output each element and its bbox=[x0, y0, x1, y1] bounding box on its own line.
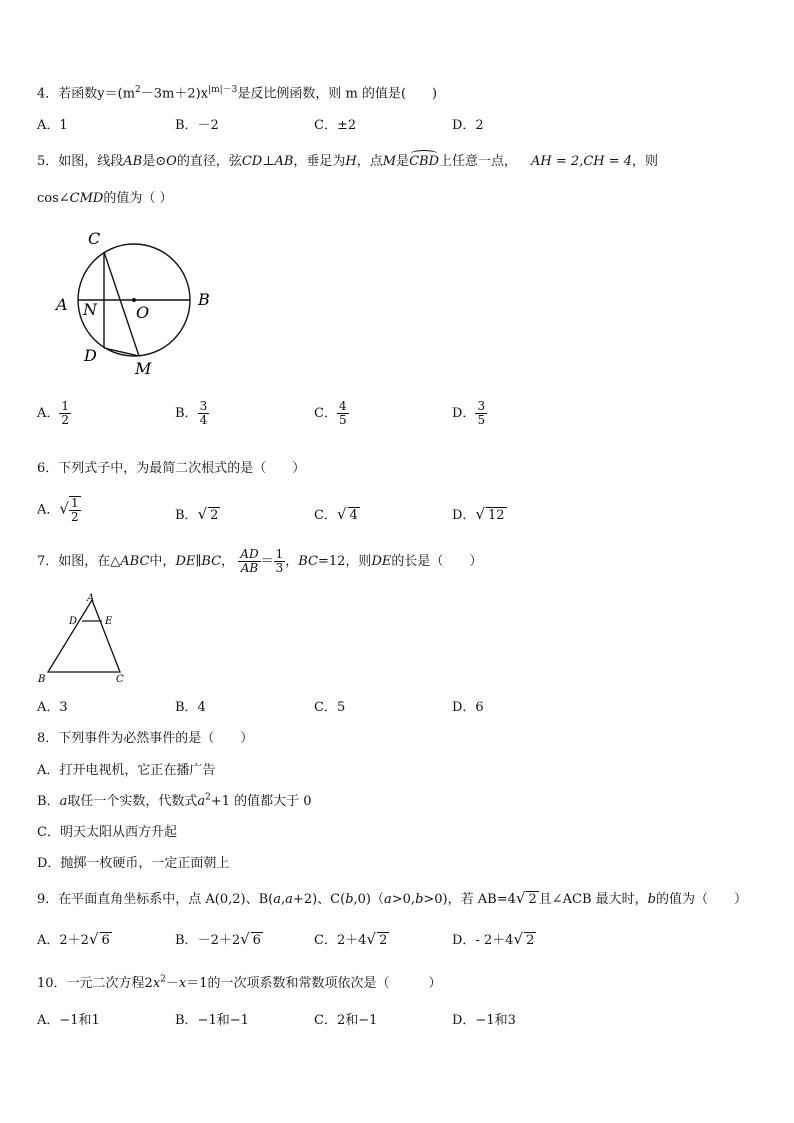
q5-option-a[interactable] bbox=[37, 400, 71, 427]
q8-option-a[interactable]: A．打开电视机，它正在播广告 bbox=[37, 763, 216, 778]
label-b: B bbox=[198, 290, 210, 309]
label-o: O bbox=[136, 303, 150, 322]
radical-icon: √ bbox=[59, 499, 69, 518]
radical-icon: √ bbox=[513, 930, 524, 948]
q7-equals: ＝ bbox=[260, 554, 274, 570]
q8-b-mid: 取任一个实数，代数式 bbox=[67, 794, 198, 809]
q7-ratio-den: AB bbox=[240, 561, 259, 576]
q5-b-label: B． bbox=[175, 406, 198, 422]
q10-x2: x bbox=[178, 976, 187, 991]
q5-c-frac bbox=[337, 400, 349, 427]
q5-option-d[interactable] bbox=[452, 400, 487, 427]
q10-eq-c: ＝1 bbox=[186, 976, 208, 991]
q6-a-den: 2 bbox=[70, 510, 79, 525]
q4-option-d[interactable]: D．2 bbox=[452, 118, 484, 133]
q5-text-5: ，点 bbox=[356, 154, 383, 169]
q7-value-num: 1 bbox=[275, 547, 284, 561]
q5-text-6: 是 bbox=[396, 154, 410, 169]
q7-text-3: ， bbox=[221, 554, 235, 570]
label-c: C bbox=[116, 674, 124, 685]
radical-icon: √ bbox=[515, 889, 526, 907]
center-point bbox=[132, 298, 136, 302]
radical-icon: √ bbox=[88, 930, 99, 948]
q9-b3: b bbox=[647, 892, 656, 907]
label-c: C bbox=[88, 229, 101, 248]
q5-m: M bbox=[382, 154, 397, 169]
q5-text-4: ，垂足为 bbox=[293, 154, 346, 169]
q9-text-4: >0, bbox=[391, 892, 416, 907]
q9-option-d[interactable] bbox=[452, 929, 536, 948]
q8-b-label: B． bbox=[37, 794, 60, 809]
question-4 bbox=[37, 82, 437, 101]
q5-text-7: 上任意一点， bbox=[439, 154, 518, 169]
q7-option-a[interactable]: A．3 bbox=[37, 700, 68, 715]
q9-option-b[interactable] bbox=[175, 929, 263, 948]
question-8: 8．下列事件为必然事件的是（ ） bbox=[37, 731, 254, 746]
q8-option-b[interactable] bbox=[37, 790, 312, 809]
q5-text-8: ，则 bbox=[632, 154, 659, 169]
q6-option-d[interactable] bbox=[452, 504, 507, 523]
q10-text-2: 的一次项系数和常数项依次是（ ） bbox=[207, 976, 442, 991]
q5-h: H bbox=[345, 154, 357, 169]
q4-formula-b: －3m＋2)x bbox=[140, 86, 209, 102]
label-b: B bbox=[38, 674, 46, 685]
question-6: 6．下列式子中，为最简二次根式的是（ ） bbox=[37, 461, 306, 476]
q7-de: DE bbox=[175, 554, 196, 570]
q6-d-label: D． bbox=[452, 508, 476, 523]
q5-cos: cos∠ bbox=[37, 191, 70, 206]
q9-text-7: 的值为（ ） bbox=[655, 892, 747, 907]
q9-b-pre: －2＋2 bbox=[197, 933, 241, 948]
q9-d-pre: - 2＋4 bbox=[475, 933, 514, 948]
q7-de2: DE bbox=[371, 554, 392, 570]
q9-a-pre: 2＋2 bbox=[59, 933, 89, 948]
q9-d-label: D． bbox=[452, 933, 476, 948]
q6-a-frac bbox=[69, 496, 81, 524]
q5-c-den: 5 bbox=[338, 413, 347, 428]
q9-b-label: B． bbox=[175, 933, 198, 948]
q7-text-2: 中， bbox=[149, 554, 176, 570]
q4-formula-a: y＝(m bbox=[97, 86, 136, 102]
q9-a1: a bbox=[273, 892, 282, 907]
q4-option-c[interactable]: C．±2 bbox=[314, 118, 357, 133]
q6-b-label: B． bbox=[175, 508, 198, 523]
q5-arc bbox=[409, 154, 439, 169]
q5-b-den: 4 bbox=[199, 413, 208, 428]
circle-diagram bbox=[50, 224, 230, 380]
q5-a-label: A． bbox=[37, 406, 60, 422]
q7-value-den: 3 bbox=[275, 561, 284, 576]
q5-d-den: 5 bbox=[477, 413, 486, 428]
q9-text-5: >0)，若 AB= bbox=[423, 892, 508, 907]
q7-option-b[interactable]: B．4 bbox=[175, 700, 206, 715]
q9-text-3: ,0)（ bbox=[353, 892, 384, 907]
q9-c-pre: 2＋4 bbox=[336, 933, 367, 948]
q8-option-d[interactable]: D．抛掷一枚硬币，一定正面朝上 bbox=[37, 856, 230, 871]
q5-condition: AH = 2,CH = 4 bbox=[531, 154, 633, 169]
q7-parallel: ∥ bbox=[195, 554, 202, 570]
q5-text-1: 5．如图，线段 bbox=[37, 154, 124, 169]
q6-c-label: C． bbox=[314, 508, 337, 523]
q5-c-label: C． bbox=[314, 406, 337, 422]
q5-text-2: 是⊙ bbox=[142, 154, 167, 169]
q9-c-label: C． bbox=[314, 933, 337, 948]
q5-o: O bbox=[166, 154, 177, 169]
q10-option-c[interactable]: C．2和−1 bbox=[314, 1013, 378, 1028]
q5-d-frac bbox=[475, 400, 487, 427]
q10-option-d[interactable]: D．−1和3 bbox=[452, 1013, 516, 1028]
q6-c-radicand: 4 bbox=[349, 508, 358, 523]
q7-ratio-frac bbox=[238, 548, 260, 575]
q10-text-1: 10．一元二次方程 bbox=[37, 976, 145, 991]
q6-b-radicand: 2 bbox=[210, 508, 219, 523]
q8-b-var2: a bbox=[197, 794, 206, 809]
q9-a-radicand: 6 bbox=[101, 933, 110, 948]
q5-d-num: 3 bbox=[477, 399, 486, 413]
question-5-line-2 bbox=[37, 187, 173, 206]
segment-cm bbox=[104, 252, 139, 356]
triangle-diagram bbox=[36, 590, 136, 686]
radical-icon: √ bbox=[336, 505, 347, 523]
q6-a-num: 1 bbox=[70, 496, 79, 510]
q10-x1: x bbox=[152, 976, 161, 991]
q5-a-num: 1 bbox=[61, 399, 70, 413]
q10-sup: 2 bbox=[160, 974, 166, 985]
q8-b-sup: 2 bbox=[205, 792, 211, 803]
q6-d-radicand: 12 bbox=[488, 508, 505, 523]
q9-a2: a bbox=[285, 892, 293, 907]
q5-ab2: AB bbox=[274, 154, 294, 169]
q7-option-c[interactable]: C．5 bbox=[314, 700, 346, 715]
q5-cmd: CMD bbox=[69, 191, 104, 206]
q9-b2: b bbox=[415, 892, 424, 907]
q4-suffix: 是反比例函数，则 m 的值是( ) bbox=[237, 86, 438, 102]
q7-text-5: =12，则 bbox=[318, 554, 372, 570]
q9-option-c[interactable] bbox=[314, 929, 389, 948]
label-d: D bbox=[69, 616, 78, 627]
label-n: N bbox=[83, 300, 97, 319]
label-d: D bbox=[84, 346, 97, 365]
q7-bc2: BC bbox=[298, 554, 318, 570]
q5-option-c[interactable] bbox=[314, 400, 349, 427]
question-10 bbox=[37, 972, 442, 991]
q7-bc: BC bbox=[201, 554, 222, 570]
q8-b-var: a bbox=[59, 794, 68, 809]
q5-text-3: 的直径，弦 bbox=[176, 154, 242, 169]
q6-a-label: A． bbox=[37, 502, 60, 518]
q8-b-end: +1 的值都大于 0 bbox=[210, 794, 312, 809]
q10-eq-b: － bbox=[165, 976, 179, 991]
q7-value-frac bbox=[274, 548, 286, 575]
radical-icon: √ bbox=[240, 930, 250, 948]
q9-coef: 4 bbox=[507, 892, 516, 907]
q5-text-9: 的值为（ ） bbox=[103, 191, 173, 206]
q4-sup-b: |m|－3 bbox=[208, 85, 238, 95]
q5-arc-label: CBD bbox=[409, 154, 440, 169]
q5-a-den: 2 bbox=[61, 413, 70, 428]
q10-eq-a: 2 bbox=[144, 976, 153, 991]
radical-icon: √ bbox=[366, 930, 377, 948]
q10-option-b[interactable]: B．−1和−1 bbox=[175, 1013, 249, 1028]
q5-c-num: 4 bbox=[338, 399, 347, 413]
q7-text-1: 7．如图，在△ bbox=[37, 554, 121, 570]
radical-icon: √ bbox=[475, 505, 485, 523]
q7-text-4: ， bbox=[285, 554, 299, 570]
q9-a-label: A． bbox=[37, 933, 60, 948]
q5-d-label: D． bbox=[452, 406, 476, 422]
q5-a-frac bbox=[59, 400, 71, 427]
q9-b-radicand: 6 bbox=[252, 933, 261, 948]
q4-sup-a: 2 bbox=[135, 85, 141, 95]
label-m: M bbox=[135, 359, 152, 378]
label-a: A bbox=[56, 295, 68, 314]
q9-comma: , bbox=[281, 892, 286, 907]
q5-cd: CD bbox=[241, 154, 263, 169]
q9-text-2: +2)、C( bbox=[292, 892, 346, 907]
q5-perp: ⊥ bbox=[262, 154, 275, 169]
q6-option-b[interactable] bbox=[175, 504, 220, 523]
q5-b-frac bbox=[198, 400, 210, 427]
q8-option-c[interactable]: C．明天太阳从西方升起 bbox=[37, 825, 177, 840]
q7-abc: ABC bbox=[120, 554, 150, 570]
q4-option-a[interactable]: A．1 bbox=[37, 118, 68, 133]
q6-option-c[interactable] bbox=[314, 504, 360, 523]
q6-option-a[interactable] bbox=[37, 496, 81, 524]
q7-text-6: 的长是（ ） bbox=[391, 554, 483, 570]
radical-icon: √ bbox=[197, 505, 208, 523]
label-a: A bbox=[87, 593, 95, 604]
q9-radicand: 2 bbox=[528, 892, 537, 907]
q9-text-1: 9．在平面直角坐标系中，点 A(0,2)、B( bbox=[37, 892, 274, 907]
q4-option-b[interactable]: B．－2 bbox=[175, 118, 219, 133]
q9-b1: b bbox=[345, 892, 354, 907]
q10-option-a[interactable]: A．−1和1 bbox=[37, 1013, 100, 1028]
question-7 bbox=[37, 548, 482, 575]
q9-a3: a bbox=[384, 892, 392, 907]
triangle-abc bbox=[48, 600, 120, 672]
q9-c-radicand: 2 bbox=[379, 933, 388, 948]
q9-text-6: 且∠ACB 最大时， bbox=[538, 892, 648, 907]
question-9 bbox=[37, 888, 747, 907]
q9-d-radicand: 2 bbox=[526, 933, 535, 948]
label-e: E bbox=[105, 616, 113, 627]
q5-option-b[interactable] bbox=[175, 400, 209, 427]
q9-option-a[interactable] bbox=[37, 929, 112, 948]
q7-option-d[interactable]: D．6 bbox=[452, 700, 484, 715]
question-5 bbox=[37, 150, 658, 169]
q5-b-num: 3 bbox=[199, 399, 208, 413]
q4-prefix: 4．若函数 bbox=[37, 86, 98, 102]
q5-ab: AB bbox=[123, 154, 143, 169]
q7-ratio-num: AD bbox=[240, 547, 259, 561]
